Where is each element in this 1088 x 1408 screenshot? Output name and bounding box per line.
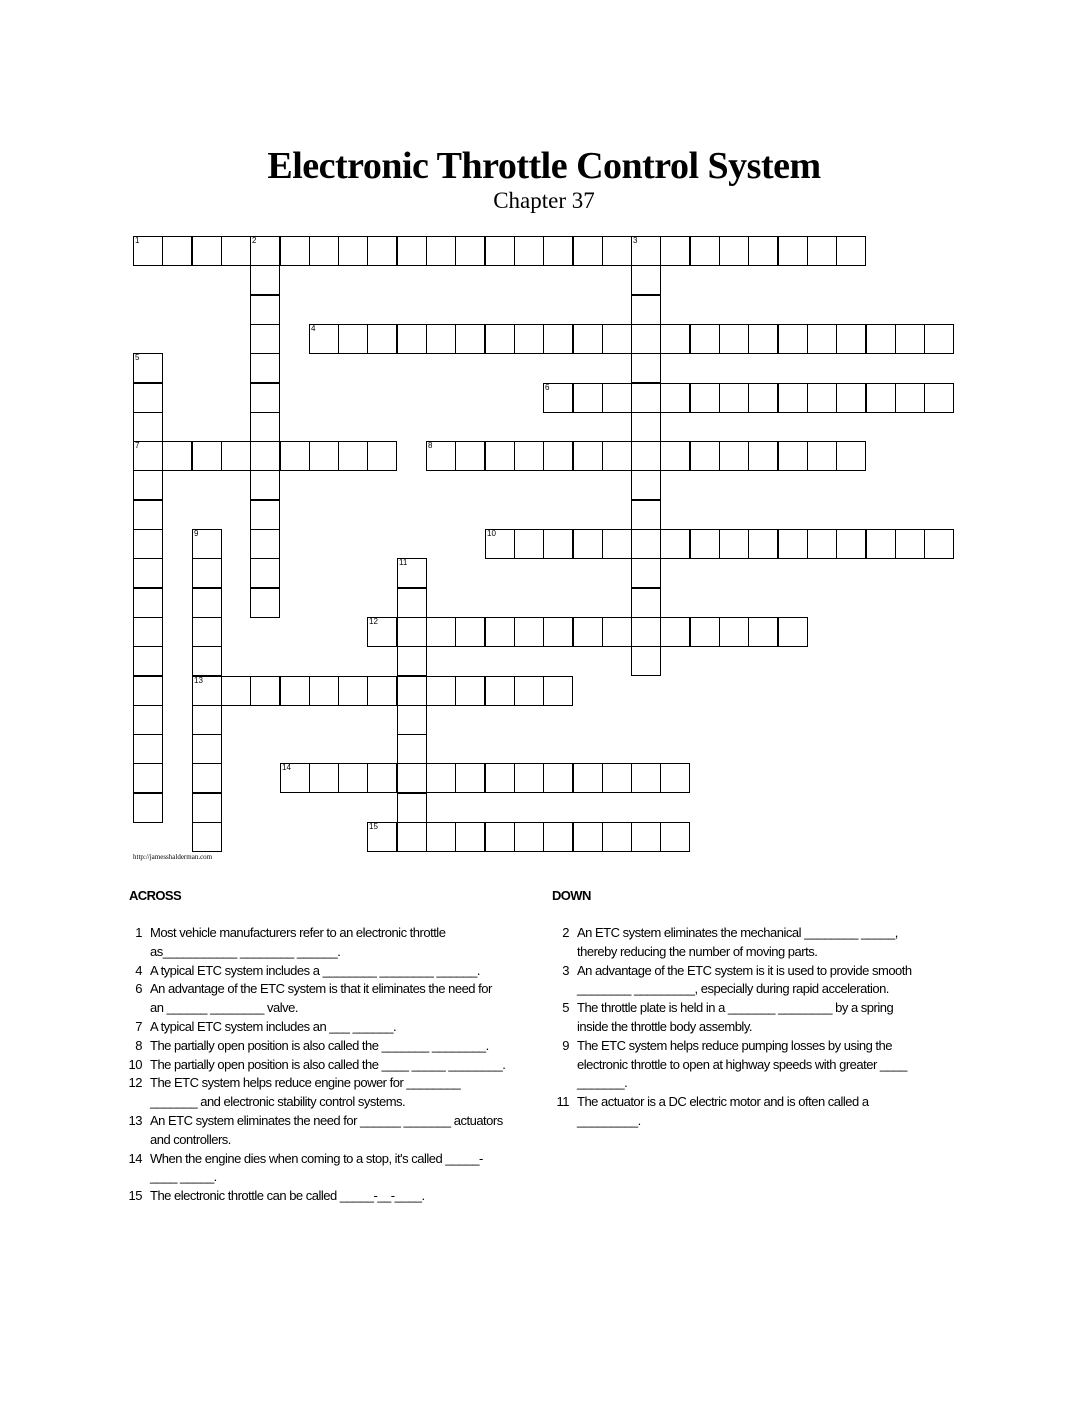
across-clue-list xyxy=(128,924,508,1206)
clue-number: 10 xyxy=(128,1056,142,1072)
grid-cell[interactable] xyxy=(514,676,544,706)
cell-number: 15 xyxy=(369,822,378,831)
grid-cell[interactable] xyxy=(133,558,163,588)
grid-cell[interactable] xyxy=(367,324,397,354)
grid-cell[interactable] xyxy=(455,441,485,471)
grid-cell[interactable] xyxy=(631,646,661,676)
grid-cell[interactable] xyxy=(631,383,661,413)
grid-cell[interactable] xyxy=(573,763,603,793)
grid-cell[interactable] xyxy=(309,236,339,266)
grid-cell[interactable] xyxy=(543,383,573,413)
grid-cell[interactable] xyxy=(631,295,661,325)
down-clue-list xyxy=(555,924,920,1131)
across-clue xyxy=(128,1037,508,1056)
grid-cell[interactable] xyxy=(631,558,661,588)
grid-cell[interactable] xyxy=(397,324,427,354)
grid-cell[interactable] xyxy=(778,529,808,559)
grid-cell[interactable] xyxy=(660,441,690,471)
grid-cell[interactable] xyxy=(133,529,163,559)
grid-cell[interactable] xyxy=(924,529,954,559)
grid-cell[interactable] xyxy=(221,236,251,266)
grid-cell[interactable] xyxy=(573,529,603,559)
grid-cell[interactable] xyxy=(485,676,515,706)
grid-cell[interactable] xyxy=(602,441,632,471)
grid-cell[interactable] xyxy=(192,236,222,266)
grid-cell[interactable] xyxy=(660,236,690,266)
cell-number: 5 xyxy=(135,353,140,362)
grid-cell[interactable] xyxy=(133,441,163,471)
grid-cell[interactable] xyxy=(807,324,837,354)
grid-cell[interactable] xyxy=(543,236,573,266)
grid-cell[interactable] xyxy=(778,324,808,354)
cell-number: 7 xyxy=(135,441,140,450)
grid-cell[interactable] xyxy=(631,529,661,559)
grid-cell[interactable] xyxy=(280,676,310,706)
clue-text: An advantage of the ETC system is it is used to provide smooth ________ _________, especially during rapid acceleration. xyxy=(577,962,912,997)
cell-number: 2 xyxy=(252,236,257,245)
grid-cell[interactable] xyxy=(690,236,720,266)
cell-number: 4 xyxy=(311,324,316,333)
grid-cell[interactable] xyxy=(192,822,222,852)
grid-cell[interactable] xyxy=(192,705,222,735)
grid-cell[interactable] xyxy=(133,470,163,500)
grid-cell[interactable] xyxy=(250,236,280,266)
grid-cell[interactable] xyxy=(690,529,720,559)
grid-cell[interactable] xyxy=(162,441,192,471)
grid-cell[interactable] xyxy=(719,441,749,471)
clue-text: An ETC system eliminates the mechanical ________ _____, thereby reducing the number of moving parts. xyxy=(577,925,898,959)
grid-cell[interactable] xyxy=(895,383,925,413)
grid-cell[interactable] xyxy=(280,441,310,471)
grid-cell[interactable] xyxy=(690,324,720,354)
clue-text: The ETC system helps reduce engine power for ________ _______ and electronic stability control systems. xyxy=(150,1075,461,1110)
grid-cell[interactable] xyxy=(485,763,515,793)
grid-cell[interactable] xyxy=(133,617,163,647)
down-clue xyxy=(555,1093,920,1131)
grid-cell[interactable] xyxy=(631,265,661,295)
across-clue xyxy=(128,1074,508,1112)
grid-cell[interactable] xyxy=(397,646,427,676)
source-url: http://jamesshalderman.com xyxy=(133,853,213,861)
across-heading: ACROSS xyxy=(129,888,182,903)
cell-number: 14 xyxy=(282,763,291,772)
grid-cell[interactable] xyxy=(250,676,280,706)
grid-cell[interactable] xyxy=(221,676,251,706)
down-heading: DOWN xyxy=(552,888,591,903)
grid-cell[interactable] xyxy=(397,558,427,588)
clue-text: The partially open position is also called the ____ _____ ________. xyxy=(150,1056,506,1072)
clue-text: An ETC system eliminates the need for ______ _______ actuators and controllers. xyxy=(150,1112,503,1147)
grid-cell[interactable] xyxy=(543,763,573,793)
clue-number: 2 xyxy=(562,925,569,940)
grid-cell[interactable] xyxy=(309,441,339,471)
grid-cell[interactable] xyxy=(250,441,280,471)
grid-cell[interactable] xyxy=(514,236,544,266)
grid-cell[interactable] xyxy=(162,236,192,266)
grid-cell[interactable] xyxy=(338,763,368,793)
grid-cell[interactable] xyxy=(221,441,251,471)
across-clue xyxy=(128,962,508,981)
grid-cell[interactable] xyxy=(192,588,222,618)
cell-number: 11 xyxy=(399,558,408,567)
across-clue xyxy=(128,1150,508,1188)
grid-cell[interactable] xyxy=(660,763,690,793)
grid-cell[interactable] xyxy=(514,763,544,793)
grid-cell[interactable] xyxy=(748,529,778,559)
grid-cell[interactable] xyxy=(514,822,544,852)
grid-cell[interactable] xyxy=(748,617,778,647)
grid-cell[interactable] xyxy=(690,617,720,647)
grid-cell[interactable] xyxy=(748,383,778,413)
grid-cell[interactable] xyxy=(455,822,485,852)
across-clue xyxy=(128,1187,508,1206)
grid-cell[interactable] xyxy=(192,763,222,793)
grid-cell[interactable] xyxy=(455,617,485,647)
cell-number: 8 xyxy=(428,441,433,450)
grid-cell[interactable] xyxy=(133,763,163,793)
grid-cell[interactable] xyxy=(133,383,163,413)
grid-cell[interactable] xyxy=(543,324,573,354)
grid-cell[interactable] xyxy=(250,558,280,588)
grid-cell[interactable] xyxy=(485,529,515,559)
grid-cell[interactable] xyxy=(807,236,837,266)
grid-cell[interactable] xyxy=(514,529,544,559)
clue-text: The electronic throttle can be called _____-__-____. xyxy=(150,1188,425,1204)
grid-cell[interactable] xyxy=(367,441,397,471)
clue-number: 7 xyxy=(135,1018,142,1034)
grid-cell[interactable] xyxy=(748,236,778,266)
grid-cell[interactable] xyxy=(250,588,280,618)
clue-text: The partially open position is also called the _______ ________. xyxy=(150,1037,489,1053)
grid-cell[interactable] xyxy=(748,324,778,354)
grid-cell[interactable] xyxy=(250,412,280,442)
grid-cell[interactable] xyxy=(660,822,690,852)
cell-number: 9 xyxy=(194,529,199,538)
grid-cell[interactable] xyxy=(250,265,280,295)
cell-number: 13 xyxy=(194,676,203,685)
grid-cell[interactable] xyxy=(660,617,690,647)
clue-number: 6 xyxy=(135,981,142,997)
clue-text: The ETC system helps reduce pumping losses by using the electronic throttle to open at highway speeds with greater ____ _______. xyxy=(577,1037,907,1091)
grid-cell[interactable] xyxy=(748,441,778,471)
grid-cell[interactable] xyxy=(631,441,661,471)
grid-cell[interactable] xyxy=(309,763,339,793)
grid-cell[interactable] xyxy=(485,324,515,354)
grid-cell[interactable] xyxy=(426,822,456,852)
clue-text: An advantage of the ETC system is that it eliminates the need for an ______ ________ valve. xyxy=(150,981,492,1016)
grid-cell[interactable] xyxy=(426,763,456,793)
grid-cell[interactable] xyxy=(309,324,339,354)
grid-cell[interactable] xyxy=(778,617,808,647)
clue-number: 12 xyxy=(128,1075,142,1091)
clue-number: 9 xyxy=(562,1037,569,1053)
clue-text: A typical ETC system includes an ___ ______. xyxy=(150,1018,397,1034)
grid-cell[interactable] xyxy=(426,676,456,706)
grid-cell[interactable] xyxy=(631,236,661,266)
grid-cell[interactable] xyxy=(133,500,163,530)
grid-cell[interactable] xyxy=(250,324,280,354)
grid-cell[interactable] xyxy=(455,676,485,706)
grid-cell[interactable] xyxy=(719,617,749,647)
grid-cell[interactable] xyxy=(338,236,368,266)
grid-cell[interactable] xyxy=(573,383,603,413)
grid-cell[interactable] xyxy=(397,763,427,793)
grid-cell[interactable] xyxy=(660,383,690,413)
down-clue xyxy=(555,962,920,1000)
grid-cell[interactable] xyxy=(250,470,280,500)
grid-cell[interactable] xyxy=(543,617,573,647)
grid-cell[interactable] xyxy=(660,324,690,354)
grid-cell[interactable] xyxy=(192,617,222,647)
grid-cell[interactable] xyxy=(573,324,603,354)
down-clue xyxy=(555,924,920,962)
grid-cell[interactable] xyxy=(367,822,397,852)
grid-cell[interactable] xyxy=(133,588,163,618)
grid-cell[interactable] xyxy=(338,324,368,354)
grid-cell[interactable] xyxy=(836,383,866,413)
grid-cell[interactable] xyxy=(133,793,163,823)
clue-text: The throttle plate is held in a _______ ________ by a spring inside the throttle body assembly. xyxy=(577,1000,894,1034)
grid-cell[interactable] xyxy=(924,324,954,354)
grid-cell[interactable] xyxy=(367,617,397,647)
clue-number: 11 xyxy=(556,1094,569,1110)
cell-number: 6 xyxy=(545,383,550,392)
grid-cell[interactable] xyxy=(719,383,749,413)
grid-cell[interactable] xyxy=(338,441,368,471)
grid-cell[interactable] xyxy=(485,822,515,852)
grid-cell[interactable] xyxy=(895,324,925,354)
cell-number: 1 xyxy=(135,236,140,245)
grid-cell[interactable] xyxy=(602,383,632,413)
cell-number: 3 xyxy=(633,236,638,245)
grid-cell[interactable] xyxy=(573,822,603,852)
grid-cell[interactable] xyxy=(133,734,163,764)
clue-text: Most vehicle manufacturers refer to an electronic throttle as___________ ________ ______. xyxy=(150,925,446,959)
grid-cell[interactable] xyxy=(719,236,749,266)
grid-cell[interactable] xyxy=(836,236,866,266)
clue-text: When the engine dies when coming to a stop, it's called _____-____ _____. xyxy=(150,1150,483,1185)
grid-cell[interactable] xyxy=(397,822,427,852)
grid-cell[interactable] xyxy=(397,734,427,764)
clue-number: 5 xyxy=(562,1000,569,1016)
grid-cell[interactable] xyxy=(602,324,632,354)
grid-cell[interactable] xyxy=(836,324,866,354)
grid-cell[interactable] xyxy=(514,617,544,647)
grid-cell[interactable] xyxy=(192,793,222,823)
grid-cell[interactable] xyxy=(690,383,720,413)
grid-cell[interactable] xyxy=(631,470,661,500)
grid-cell[interactable] xyxy=(836,529,866,559)
across-clue xyxy=(128,980,508,1018)
grid-cell[interactable] xyxy=(338,676,368,706)
grid-cell[interactable] xyxy=(192,734,222,764)
grid-cell[interactable] xyxy=(133,412,163,442)
grid-cell[interactable] xyxy=(573,441,603,471)
grid-cell[interactable] xyxy=(192,646,222,676)
grid-cell[interactable] xyxy=(602,617,632,647)
across-clue xyxy=(128,924,508,962)
clue-number: 8 xyxy=(135,1037,142,1053)
grid-cell[interactable] xyxy=(367,763,397,793)
grid-cell[interactable] xyxy=(543,822,573,852)
grid-cell[interactable] xyxy=(426,441,456,471)
grid-cell[interactable] xyxy=(192,558,222,588)
page-title: Electronic Throttle Control System xyxy=(267,145,821,187)
grid-cell[interactable] xyxy=(807,441,837,471)
grid-cell[interactable] xyxy=(631,353,661,383)
grid-cell[interactable] xyxy=(133,646,163,676)
page-subtitle: Chapter 37 xyxy=(493,188,595,213)
grid-cell[interactable] xyxy=(660,529,690,559)
across-clue xyxy=(128,1112,508,1150)
grid-cell[interactable] xyxy=(631,500,661,530)
grid-cell[interactable] xyxy=(631,617,661,647)
grid-cell[interactable] xyxy=(367,676,397,706)
grid-cell[interactable] xyxy=(455,236,485,266)
cell-number: 12 xyxy=(369,617,378,626)
clue-number: 3 xyxy=(562,962,569,978)
grid-cell[interactable] xyxy=(690,441,720,471)
grid-cell[interactable] xyxy=(573,236,603,266)
clue-number: 1 xyxy=(135,925,142,940)
cell-number: 10 xyxy=(487,529,496,538)
grid-cell[interactable] xyxy=(426,617,456,647)
grid-cell[interactable] xyxy=(133,236,163,266)
grid-cell[interactable] xyxy=(397,705,427,735)
grid-cell[interactable] xyxy=(367,236,397,266)
grid-cell[interactable] xyxy=(866,324,896,354)
grid-cell[interactable] xyxy=(133,676,163,706)
clue-number: 4 xyxy=(135,962,142,978)
grid-cell[interactable] xyxy=(192,441,222,471)
grid-cell[interactable] xyxy=(543,676,573,706)
grid-cell[interactable] xyxy=(397,676,427,706)
grid-cell[interactable] xyxy=(250,500,280,530)
grid-cell[interactable] xyxy=(397,617,427,647)
grid-cell[interactable] xyxy=(397,588,427,618)
grid-cell[interactable] xyxy=(426,236,456,266)
grid-cell[interactable] xyxy=(778,236,808,266)
grid-cell[interactable] xyxy=(778,383,808,413)
clue-number: 14 xyxy=(128,1150,142,1166)
clue-number: 15 xyxy=(128,1188,142,1204)
grid-cell[interactable] xyxy=(924,383,954,413)
grid-cell[interactable] xyxy=(631,324,661,354)
grid-cell[interactable] xyxy=(719,324,749,354)
grid-cell[interactable] xyxy=(426,324,456,354)
clue-text: A typical ETC system includes a ________ ________ ______. xyxy=(150,962,480,978)
grid-cell[interactable] xyxy=(455,763,485,793)
grid-cell[interactable] xyxy=(719,529,749,559)
grid-cell[interactable] xyxy=(573,617,603,647)
grid-cell[interactable] xyxy=(397,236,427,266)
grid-cell[interactable] xyxy=(543,441,573,471)
grid-cell[interactable] xyxy=(485,617,515,647)
grid-cell[interactable] xyxy=(866,529,896,559)
grid-cell[interactable] xyxy=(133,705,163,735)
grid-cell[interactable] xyxy=(250,295,280,325)
grid-cell[interactable] xyxy=(602,822,632,852)
across-clue xyxy=(128,1018,508,1037)
grid-cell[interactable] xyxy=(397,793,427,823)
grid-cell[interactable] xyxy=(631,822,661,852)
grid-cell[interactable] xyxy=(280,236,310,266)
grid-cell[interactable] xyxy=(250,383,280,413)
grid-cell[interactable] xyxy=(192,676,222,706)
grid-cell[interactable] xyxy=(280,763,310,793)
grid-cell[interactable] xyxy=(250,529,280,559)
across-clue xyxy=(128,1056,508,1075)
grid-cell[interactable] xyxy=(602,763,632,793)
grid-cell[interactable] xyxy=(778,441,808,471)
grid-cell[interactable] xyxy=(133,353,163,383)
grid-cell[interactable] xyxy=(514,441,544,471)
grid-cell[interactable] xyxy=(631,588,661,618)
grid-cell[interactable] xyxy=(485,441,515,471)
grid-cell[interactable] xyxy=(631,412,661,442)
grid-cell[interactable] xyxy=(543,529,573,559)
down-clue xyxy=(555,999,920,1037)
grid-cell[interactable] xyxy=(192,529,222,559)
grid-cell[interactable] xyxy=(514,324,544,354)
clue-text: The actuator is a DC electric motor and is often called a _________. xyxy=(577,1094,869,1128)
grid-cell[interactable] xyxy=(895,529,925,559)
grid-cell[interactable] xyxy=(866,383,896,413)
grid-cell[interactable] xyxy=(807,529,837,559)
grid-cell[interactable] xyxy=(631,763,661,793)
grid-cell[interactable] xyxy=(807,383,837,413)
grid-cell[interactable] xyxy=(250,353,280,383)
grid-cell[interactable] xyxy=(602,236,632,266)
grid-cell[interactable] xyxy=(602,529,632,559)
grid-cell[interactable] xyxy=(309,676,339,706)
grid-cell[interactable] xyxy=(455,324,485,354)
clue-number: 13 xyxy=(128,1112,142,1128)
grid-cell[interactable] xyxy=(485,236,515,266)
down-clue xyxy=(555,1037,920,1093)
grid-cell[interactable] xyxy=(836,441,866,471)
